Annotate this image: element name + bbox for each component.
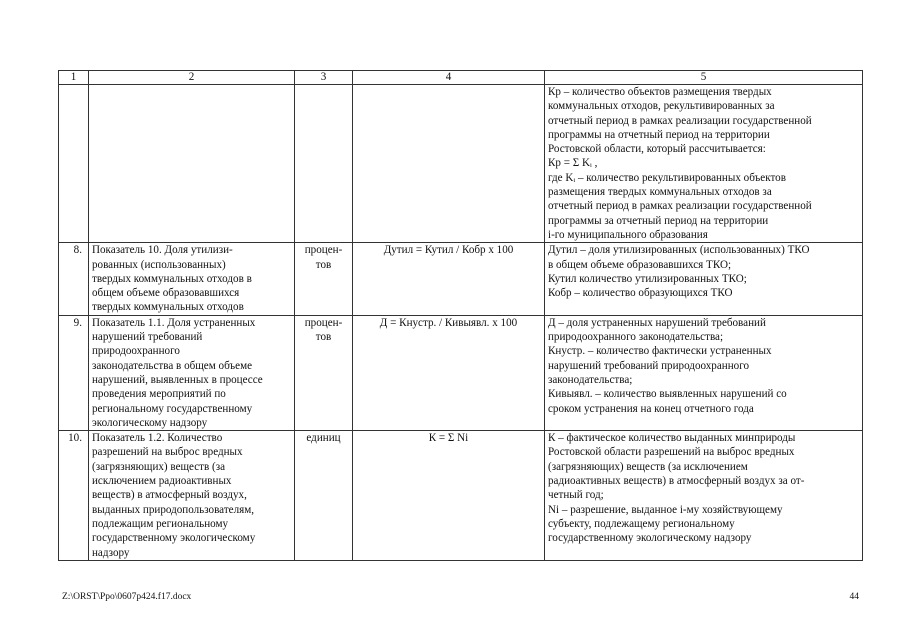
cell-line: программы на отчетный период на территории bbox=[548, 128, 770, 141]
cell-line: твердых коммунальных отходов bbox=[92, 301, 244, 314]
cell-line: Ni – разрешение, выданное i-му хозяйствующему bbox=[548, 503, 783, 516]
description-cell bbox=[545, 243, 863, 315]
description-cell bbox=[545, 85, 863, 243]
cell-line: нарушений требований bbox=[92, 331, 203, 344]
row-number-cell: 8. bbox=[59, 243, 89, 315]
cell-line: законодательства в общем объеме bbox=[92, 359, 253, 372]
cell-line: Кивыявл. – количество выявленных нарушений со bbox=[548, 388, 787, 401]
page-number: 44 bbox=[849, 592, 859, 602]
cell-line: исключением радиоактивных bbox=[92, 475, 232, 488]
row-number-cell: 9. bbox=[59, 315, 89, 430]
cell-line: государственному экологическому надзору bbox=[548, 532, 752, 545]
cell-line: Д – доля устраненных нарушений требований bbox=[548, 316, 766, 329]
cell-line: Дутил – доля утилизированных (использованных) ТКО bbox=[548, 244, 810, 257]
cell-line: процен- bbox=[304, 244, 343, 257]
cell-line: где Kᵢ – количество рекультивированных объектов bbox=[548, 171, 786, 184]
header-cell-3: 3 bbox=[295, 71, 353, 85]
indicator-name-cell bbox=[89, 243, 295, 315]
header-cell-4: 4 bbox=[353, 71, 545, 85]
cell-line: тов bbox=[315, 331, 332, 344]
cell-line: проведения мероприятий по bbox=[92, 388, 226, 401]
cell-line: программы за отчетный период на территории bbox=[548, 214, 769, 227]
table-row bbox=[59, 315, 863, 430]
cell-line: рованных (использованных) bbox=[92, 258, 226, 271]
cell-line: единиц bbox=[306, 432, 341, 445]
cell-line: субъекту, подлежащему региональному bbox=[548, 517, 735, 530]
cell-line: Ростовской области разрешений на выброс вредных bbox=[548, 446, 795, 459]
cell-line: в общем объеме образовавшихся ТКО; bbox=[548, 258, 732, 271]
cell-line: выданных природопользователям, bbox=[92, 503, 255, 516]
cell-line: Показатель 1.1. Доля устраненных bbox=[92, 316, 256, 329]
cell-line: законодательства; bbox=[548, 373, 633, 386]
cell-line: нарушений, выявленных в процессе bbox=[92, 373, 263, 386]
unit-cell bbox=[295, 315, 353, 430]
cell-line: надзору bbox=[92, 546, 130, 559]
indicator-table bbox=[58, 70, 863, 561]
cell-line: разрешений на выброс вредных bbox=[92, 446, 243, 459]
cell-line: Кр – количество объектов размещения твердых bbox=[548, 86, 772, 98]
cell-line: (загрязняющих) веществ (за bbox=[92, 460, 226, 473]
header-row bbox=[59, 71, 863, 85]
cell-line: нарушений требований природоохранного bbox=[548, 359, 750, 372]
cell-line: i-го муниципального образования bbox=[548, 228, 708, 241]
cell-line: коммунальных отходов, рекультивированных за bbox=[548, 100, 775, 113]
indicator-name-cell bbox=[89, 431, 295, 561]
cell-line: Кутил количество утилизированных ТКО; bbox=[548, 272, 747, 285]
cell-line: веществ) в атмосферный воздух, bbox=[92, 489, 247, 502]
description-cell bbox=[545, 315, 863, 430]
row-number-cell bbox=[59, 85, 89, 243]
header-cell-1: 1 bbox=[59, 71, 89, 85]
cell-line: твердых коммунальных отходов в bbox=[92, 272, 252, 285]
cell-line: Кнустр. – количество фактически устраненных bbox=[548, 345, 772, 358]
cell-line: (загрязняющих) веществ (за исключением bbox=[548, 460, 748, 473]
file-path: Z:\ORST\Ppo\0607p424.f17.docx bbox=[62, 592, 192, 602]
unit-cell bbox=[295, 431, 353, 561]
cell-line: общем объеме образовавшихся bbox=[92, 287, 240, 300]
cell-line: отчетный период в рамках реализации государственной bbox=[548, 200, 812, 213]
table-row bbox=[59, 431, 863, 561]
cell-line: природоохранного bbox=[92, 345, 180, 358]
formula-cell: Дутил = Кутил / Кобр х 100 bbox=[353, 243, 545, 315]
cell-line: К – фактическое количество выданных минприроды bbox=[548, 432, 796, 445]
row-number-cell: 10. bbox=[59, 431, 89, 561]
cell-line: экологическому надзору bbox=[92, 416, 208, 429]
cell-line: Показатель 10. Доля утилизи- bbox=[92, 244, 233, 257]
cell-line: отчетный период в рамках реализации государственной bbox=[548, 114, 812, 127]
formula-cell: Д = Кнустр. / Кивыявл. х 100 bbox=[353, 315, 545, 430]
unit-cell bbox=[295, 85, 353, 243]
cell-line: Показатель 1.2. Количество bbox=[92, 432, 223, 445]
cell-line: Ростовской области, который рассчитывается: bbox=[548, 143, 766, 156]
table-row bbox=[59, 243, 863, 315]
cell-line: государственному экологическому bbox=[92, 532, 256, 545]
cell-line: Кобр – количество образующихся ТКО bbox=[548, 287, 733, 300]
cell-line: региональному государственному bbox=[92, 402, 253, 415]
indicator-name-cell bbox=[89, 85, 295, 243]
cell-line: размещения твердых коммунальных отходов за bbox=[548, 186, 772, 199]
indicator-name-cell bbox=[89, 315, 295, 430]
description-cell bbox=[545, 431, 863, 561]
formula-cell: К = Σ Ni bbox=[353, 431, 545, 561]
table-row bbox=[59, 85, 863, 243]
formula-cell bbox=[353, 85, 545, 243]
cell-line: процен- bbox=[304, 316, 343, 329]
cell-line: тов bbox=[315, 258, 332, 271]
cell-line: радиоактивных веществ) в атмосферный воздух за от- bbox=[548, 475, 805, 488]
cell-line: Кр = Σ Kᵢ , bbox=[548, 157, 598, 170]
cell-line: подлежащим региональному bbox=[92, 517, 229, 530]
cell-line: сроком устранения на конец отчетного года bbox=[548, 402, 754, 415]
cell-line: природоохранного законодательства; bbox=[548, 331, 724, 344]
table-body bbox=[59, 71, 863, 561]
cell-line: четный год; bbox=[548, 489, 604, 502]
header-cell-2: 2 bbox=[89, 71, 295, 85]
unit-cell bbox=[295, 243, 353, 315]
header-cell-5: 5 bbox=[545, 71, 863, 85]
